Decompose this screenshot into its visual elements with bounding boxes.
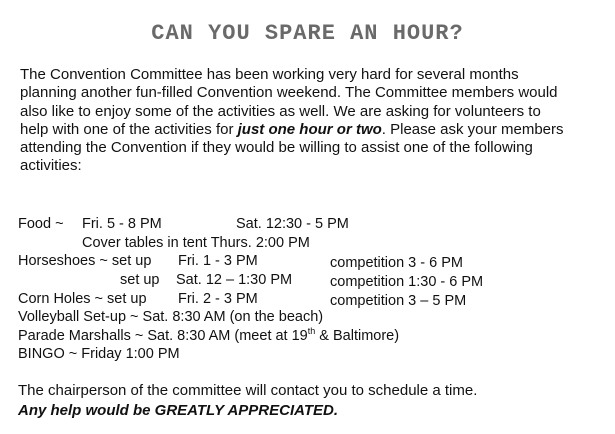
food-saturday-time: Sat. 12:30 - 5 PM — [236, 216, 349, 232]
horseshoes-setup-label: set up — [120, 272, 160, 288]
intro-line-3: also like to enjoy some of the activities as well. We are asking for volunteers to — [20, 102, 541, 120]
horseshoes-saturday-time: Sat. 12 – 1:30 PM — [176, 272, 293, 288]
intro-line-4-start: help with one of the activities for — [20, 120, 238, 138]
horseshoes-competition-friday: competition 3 - 6 PM — [330, 255, 463, 271]
closing-appreciation: Any help would be GREATLY APPRECIATED. — [18, 402, 339, 419]
bingo-time: BINGO ~ Friday 1:00 PM — [18, 346, 180, 362]
activity-schedule — [18, 216, 608, 366]
intro-line-2: planning another fun-filled Convention weekend. The Committee members would — [20, 84, 558, 102]
closing-line-1: The chairperson of the committee will contact you to schedule a time. — [18, 382, 478, 399]
intro-emphasis: just one hour or two — [237, 120, 382, 138]
horseshoes-friday-time: Fri. 1 - 3 PM — [178, 253, 258, 269]
food-friday-time: Fri. 5 - 8 PM — [82, 216, 162, 232]
food-label: Food ~ — [18, 216, 64, 232]
parade-text-start: Parade Marshalls ~ Sat. 8:30 AM (meet at 19 — [18, 328, 308, 344]
parade-superscript: th — [307, 326, 316, 337]
closing-paragraph — [18, 381, 608, 421]
volleyball-setup: Volleyball Set-up ~ Sat. 8:30 AM (on the beach) — [18, 309, 324, 325]
intro-paragraph — [20, 66, 610, 176]
horseshoes-competition-saturday: competition 1:30 - 6 PM — [330, 274, 484, 290]
parade-marshalls — [18, 328, 399, 344]
food-cover-tables: Cover tables in tent Thurs. 2:00 PM — [82, 235, 310, 251]
intro-line-1: The Convention Committee has been working very hard for several months — [20, 66, 519, 83]
cornholes-friday-time: Fri. 2 - 3 PM — [178, 291, 258, 307]
flyer-title: CAN YOU SPARE AN HOUR? — [151, 21, 464, 46]
intro-line-5: attending the Convention if they would be willing to assist one of the following — [20, 139, 533, 157]
parade-text-end: & Baltimore) — [315, 328, 400, 344]
horseshoes-label: Horseshoes ~ set up — [18, 253, 152, 269]
intro-line-6: activities: — [20, 157, 82, 175]
intro-line-4-end: . Please ask your members — [381, 120, 564, 138]
cornholes-label: Corn Holes ~ set up — [18, 291, 147, 307]
cornholes-competition: competition 3 – 5 PM — [330, 293, 467, 309]
intro-line-4 — [20, 121, 610, 139]
